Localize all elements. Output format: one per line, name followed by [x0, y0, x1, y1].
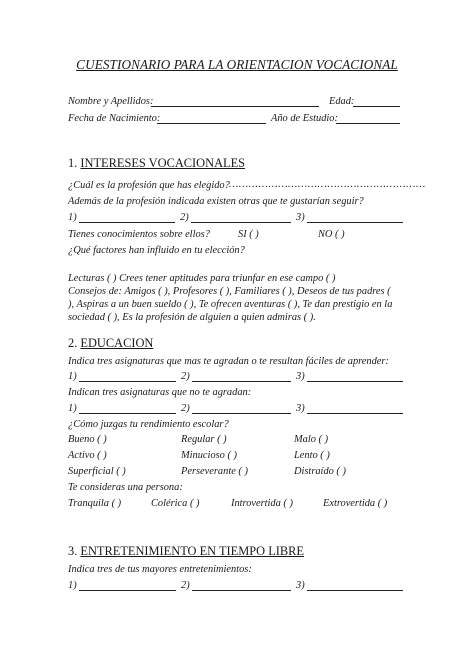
question-liked-subjects: Indica tres asignaturas que mas te agradan o te resultan fáciles de aprender:	[68, 356, 389, 367]
performance-slow[interactable]: Lento ( )	[294, 450, 330, 461]
birth-date-label: Fecha de Nacimiento:	[68, 113, 161, 124]
section-2-heading	[68, 336, 153, 350]
performance-distracted[interactable]: Distraído ( )	[294, 466, 346, 477]
performance-good[interactable]: Bueno ( )	[68, 434, 107, 445]
performance-meticulous[interactable]: Minucioso ( )	[181, 450, 237, 461]
hobby-option-3-field[interactable]	[307, 590, 403, 591]
option-2-label: 2)	[180, 212, 189, 223]
option-3-field[interactable]	[307, 222, 403, 223]
section-number: 1.	[68, 156, 78, 170]
section-1-heading	[68, 156, 245, 170]
hobby-option-1-field[interactable]	[79, 590, 176, 591]
performance-bad[interactable]: Malo ( )	[294, 434, 329, 445]
liked-option-3-label: 3)	[296, 371, 305, 382]
disliked-option-3-label: 3)	[296, 403, 305, 414]
person-calm[interactable]: Tranquila ( )	[68, 498, 122, 509]
performance-active[interactable]: Activo ( )	[68, 450, 107, 461]
question-performance: ¿Cómo juzgas tu rendimiento escolar?	[68, 419, 229, 430]
liked-option-1-label: 1)	[68, 371, 77, 382]
question-profession: ¿Cuál es la profesión que has elegido?	[68, 180, 230, 191]
option-1-field[interactable]	[79, 222, 175, 223]
liked-option-1-field[interactable]	[79, 381, 176, 382]
option-2-field[interactable]	[191, 222, 291, 223]
hobby-option-2-field[interactable]	[192, 590, 291, 591]
section-title: INTERESES VOCACIONALES	[80, 156, 246, 170]
factors-line-2: Consejos de: Amigos ( ), Profesores ( ), Familiares ( ), Deseos de tus padres (	[68, 286, 391, 297]
name-label: Nombre y Apellidos:	[68, 96, 154, 107]
study-year-label: Año de Estudio:	[271, 113, 338, 124]
person-choleric[interactable]: Colérica ( )	[151, 498, 200, 509]
factors-line-4: sociedad ( ), Es la profesión de alguien a quien admiras ( ).	[68, 312, 316, 323]
page-title: CUESTIONARIO PARA LA ORIENTACION VOCACIONAL	[76, 57, 398, 72]
name-field[interactable]	[151, 106, 319, 107]
performance-persevering[interactable]: Perseverante ( )	[181, 466, 248, 477]
option-1-label: 1)	[68, 212, 77, 223]
factors-line-1: Lecturas ( ) Crees tener aptitudes para triunfar en ese campo ( )	[68, 273, 336, 284]
no-option[interactable]: NO ( )	[318, 229, 345, 240]
section-title: ENTRETENIMIENTO EN TIEMPO LIBRE	[80, 544, 304, 558]
hobby-option-1-label: 1)	[68, 580, 77, 591]
question-person-type: Te consideras una persona:	[68, 482, 183, 493]
factors-line-3: ), Aspiras a un buen sueldo ( ), Te ofrecen aventuras ( ), Te dan prestigio en la	[68, 299, 393, 310]
question-disliked-subjects: Indican tres asignaturas que no te agradan:	[68, 387, 252, 398]
person-introvert[interactable]: Introvertida ( )	[231, 498, 293, 509]
section-number: 3.	[68, 544, 78, 558]
section-number: 2.	[68, 336, 78, 350]
study-year-field[interactable]	[336, 123, 400, 124]
age-label: Edad:	[329, 96, 355, 107]
liked-option-2-field[interactable]	[192, 381, 291, 382]
profession-answer-dots[interactable]: ……………………………………………………	[229, 179, 426, 190]
performance-superficial[interactable]: Superficial ( )	[68, 466, 126, 477]
disliked-option-1-field[interactable]	[79, 413, 176, 414]
question-factors: ¿Qué factores han influido en tu elección?	[68, 245, 245, 256]
birth-date-field[interactable]	[157, 123, 266, 124]
person-extrovert[interactable]: Extrovertida ( )	[323, 498, 388, 509]
question-other-professions: Además de la profesión indicada existen otras que te gustarían seguir?	[68, 196, 364, 207]
yes-option[interactable]: SI ( )	[238, 229, 259, 240]
disliked-option-2-field[interactable]	[192, 413, 291, 414]
section-3-heading	[68, 544, 304, 558]
hobby-option-2-label: 2)	[181, 580, 190, 591]
option-3-label: 3)	[296, 212, 305, 223]
disliked-option-3-field[interactable]	[307, 413, 403, 414]
knowledge-question: Tienes conocimientos sobre ellos?	[68, 229, 210, 240]
section-title: EDUCACION	[80, 336, 154, 350]
disliked-option-1-label: 1)	[68, 403, 77, 414]
question-hobbies: Indica tres de tus mayores entretenimientos:	[68, 564, 252, 575]
disliked-option-2-label: 2)	[181, 403, 190, 414]
liked-option-2-label: 2)	[181, 371, 190, 382]
liked-option-3-field[interactable]	[307, 381, 403, 382]
age-field[interactable]	[353, 106, 400, 107]
hobby-option-3-label: 3)	[296, 580, 305, 591]
performance-regular[interactable]: Regular ( )	[181, 434, 227, 445]
